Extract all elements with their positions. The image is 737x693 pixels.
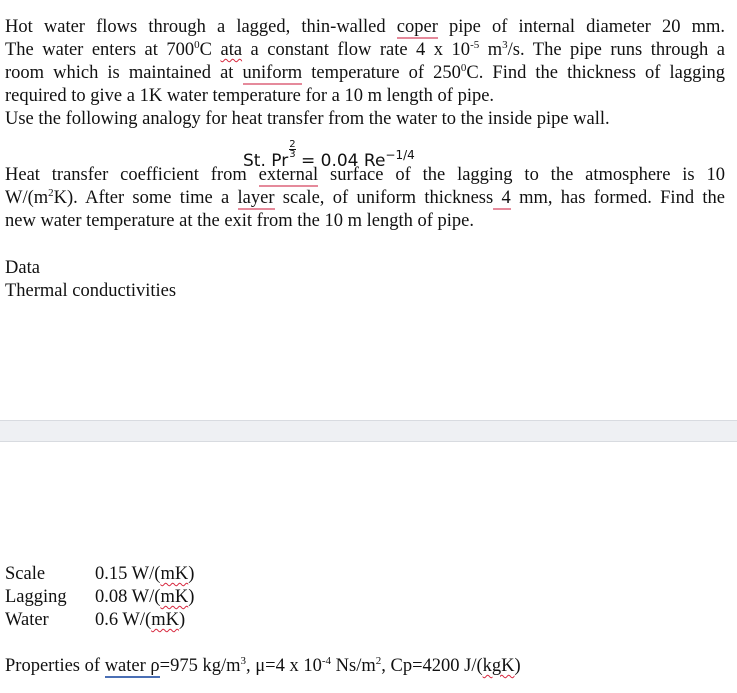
grammar-flagged-word[interactable]: external xyxy=(258,165,319,185)
misspelled-word[interactable]: ata xyxy=(220,40,243,60)
data-heading: Data xyxy=(5,258,40,278)
page-break-band xyxy=(0,420,737,442)
conductivity-row-water: Water 0.6 W/(mK) xyxy=(5,610,186,630)
grammar-flagged-word[interactable]: uniform xyxy=(242,63,303,83)
problem-line-8: new water temperature at the exit from the 10 m length of pipe. xyxy=(5,211,475,231)
problem-line-4: required to give a 1K water temperature for a 10 m length of pipe. xyxy=(5,86,495,106)
conductivity-row-lagging: Lagging 0.08 W/(mK) xyxy=(5,587,195,607)
grammar-flagged-word[interactable]: layer xyxy=(237,188,275,208)
problem-line-3: room which is maintained at uniform temperature of $250^0C$. Find the thickness of lagging xyxy=(5,62,726,83)
problem-line-6: Heat transfer coefficient from external surface of the lagging to the atmosphere is 10 xyxy=(5,165,725,185)
misspelled-word[interactable]: kgK xyxy=(482,656,515,676)
problem-line-5: Use the following analogy for heat transfer from the water to the inside pipe wall. xyxy=(5,109,610,129)
grammar-flagged-word[interactable]: water ρ xyxy=(104,656,160,676)
problem-line-1: Hot water flows through a lagged, thin-walled coper pipe of internal diameter 20 mm. xyxy=(5,17,725,37)
misspelled-word[interactable]: mK xyxy=(151,610,179,630)
misspelled-word[interactable]: mK xyxy=(160,564,189,584)
stanton-analogy-formula: St. Pr $\frac{2}{3}$ = 0.04 $Re^{-1/4}$ xyxy=(243,139,415,171)
water-properties-line: Properties of water ρ=975 $kg/m^3$, μ=4 x $10^{-4}$ $Ns/m^2$, Cp=4200 J/(kgK) xyxy=(5,655,521,676)
exponent-fraction: $\frac{2}{3}$ xyxy=(289,139,296,160)
problem-line-2: The water enters at $700^0C$ ata a constant flow rate 4 x $10^{-5}$ $m^3/s$. The pipe runs through a xyxy=(5,39,726,60)
misspelled-word[interactable]: coper xyxy=(396,17,438,37)
conductivity-row-scale: Scale 0.15 W/(mK) xyxy=(5,564,195,584)
thermal-conductivities-heading: Thermal conductivities xyxy=(5,281,177,301)
grammar-flagged-word[interactable]: 4 xyxy=(493,188,511,208)
problem-line-7: $W/(m^2K)$. After some time a layer scale, of uniform thickness 4 mm, has formed. Find the xyxy=(5,187,725,208)
misspelled-word[interactable]: mK xyxy=(160,587,189,607)
